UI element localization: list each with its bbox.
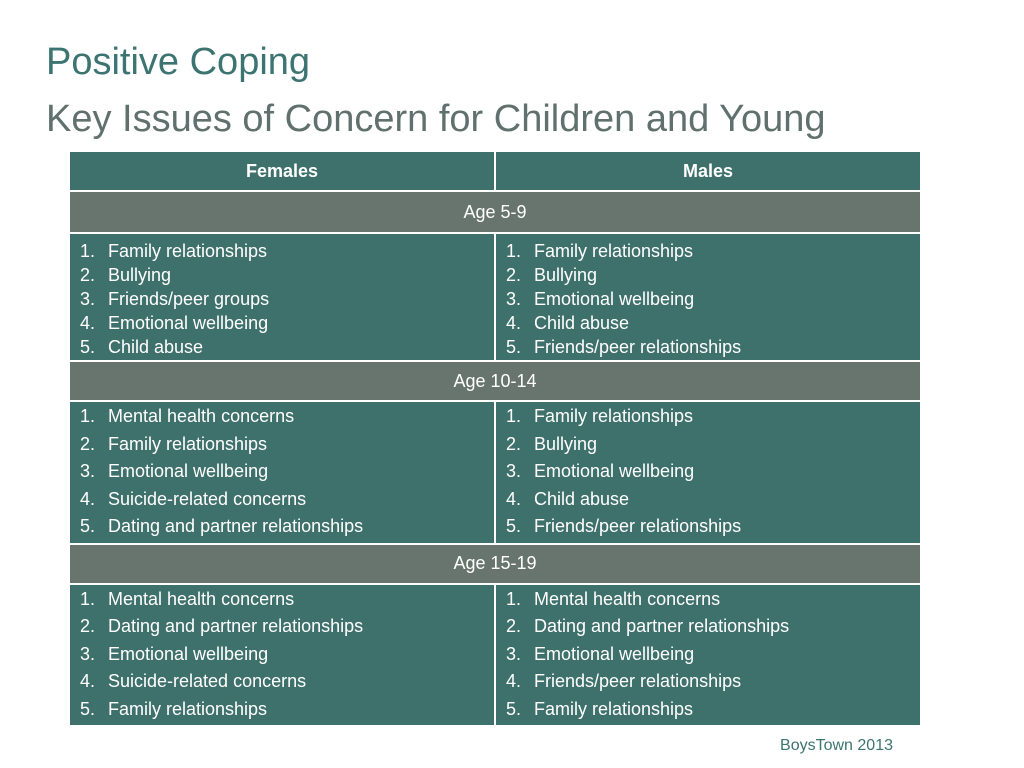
list-item: 2. Bullying xyxy=(506,265,598,285)
concerns-row xyxy=(69,584,921,727)
age-group-row xyxy=(69,191,921,233)
males-header: Males xyxy=(495,151,921,191)
list-item: 4. Emotional wellbeing xyxy=(80,313,269,333)
females-header: Females xyxy=(69,151,495,191)
list-item: 4. Suicide-related concerns xyxy=(80,671,307,691)
list-item: 2. Bullying xyxy=(80,265,172,285)
list-item: 3. Friends/peer groups xyxy=(80,289,270,309)
concerns-table xyxy=(68,150,922,727)
age-group-row xyxy=(69,544,921,584)
males-list xyxy=(496,234,920,360)
list-item: 3. Emotional wellbeing xyxy=(80,461,269,481)
list-item: 3. Emotional wellbeing xyxy=(506,461,695,481)
females-list-cell xyxy=(69,233,495,361)
males-list-cell xyxy=(495,233,921,361)
list-item: 1. Mental health concerns xyxy=(506,588,721,609)
list-item: 2. Dating and partner relationships xyxy=(80,616,364,636)
list-item: 3. Emotional wellbeing xyxy=(506,289,695,309)
males-list xyxy=(496,402,920,543)
list-item: 4. Child abuse xyxy=(506,488,630,509)
list-item: 2. Family relationships xyxy=(80,433,268,454)
concerns-row xyxy=(69,233,921,361)
females-list xyxy=(70,402,494,543)
list-item: 1. Mental health concerns xyxy=(80,406,295,426)
males-list xyxy=(496,585,920,726)
females-list-cell xyxy=(69,401,495,544)
list-item: 4. Suicide-related concerns xyxy=(80,488,307,509)
age-group-label: Age 10-14 xyxy=(69,361,921,401)
list-item: 5. Child abuse xyxy=(80,337,204,357)
males-list-cell xyxy=(495,584,921,727)
list-item: 4. Child abuse xyxy=(506,313,630,333)
list-item: 1. Family relationships xyxy=(506,406,694,426)
females-list-cell xyxy=(69,584,495,727)
slide-subtitle: Key Issues of Concern for Children and Young xyxy=(46,98,826,140)
list-item: 3. Emotional wellbeing xyxy=(80,643,269,664)
list-item: 5. Friends/peer relationships xyxy=(506,516,742,536)
list-item: 1. Family relationships xyxy=(80,241,268,261)
list-item: 1. Mental health concerns xyxy=(80,588,295,609)
age-group-label: Age 15-19 xyxy=(69,544,921,584)
males-list-cell xyxy=(495,401,921,544)
list-item: 5. Dating and partner relationships xyxy=(80,516,364,536)
list-item: 1. Family relationships xyxy=(506,241,694,261)
list-item: 2. Bullying xyxy=(506,433,598,454)
table-header-row xyxy=(69,151,921,191)
list-item: 3. Emotional wellbeing xyxy=(506,643,695,664)
list-item: 5. Family relationships xyxy=(506,698,694,719)
age-group-row xyxy=(69,361,921,401)
list-item: 5. Friends/peer relationships xyxy=(506,337,742,357)
concerns-row xyxy=(69,401,921,544)
slide-title: Positive Coping xyxy=(46,41,311,83)
list-item: 4. Friends/peer relationships xyxy=(506,671,742,691)
females-list xyxy=(70,585,494,726)
age-group-label: Age 5-9 xyxy=(69,191,921,233)
females-list xyxy=(70,234,494,360)
list-item: 5. Family relationships xyxy=(80,698,268,719)
footer-credit: BoysTown 2013 xyxy=(780,737,893,754)
list-item: 2. Dating and partner relationships xyxy=(506,616,790,636)
